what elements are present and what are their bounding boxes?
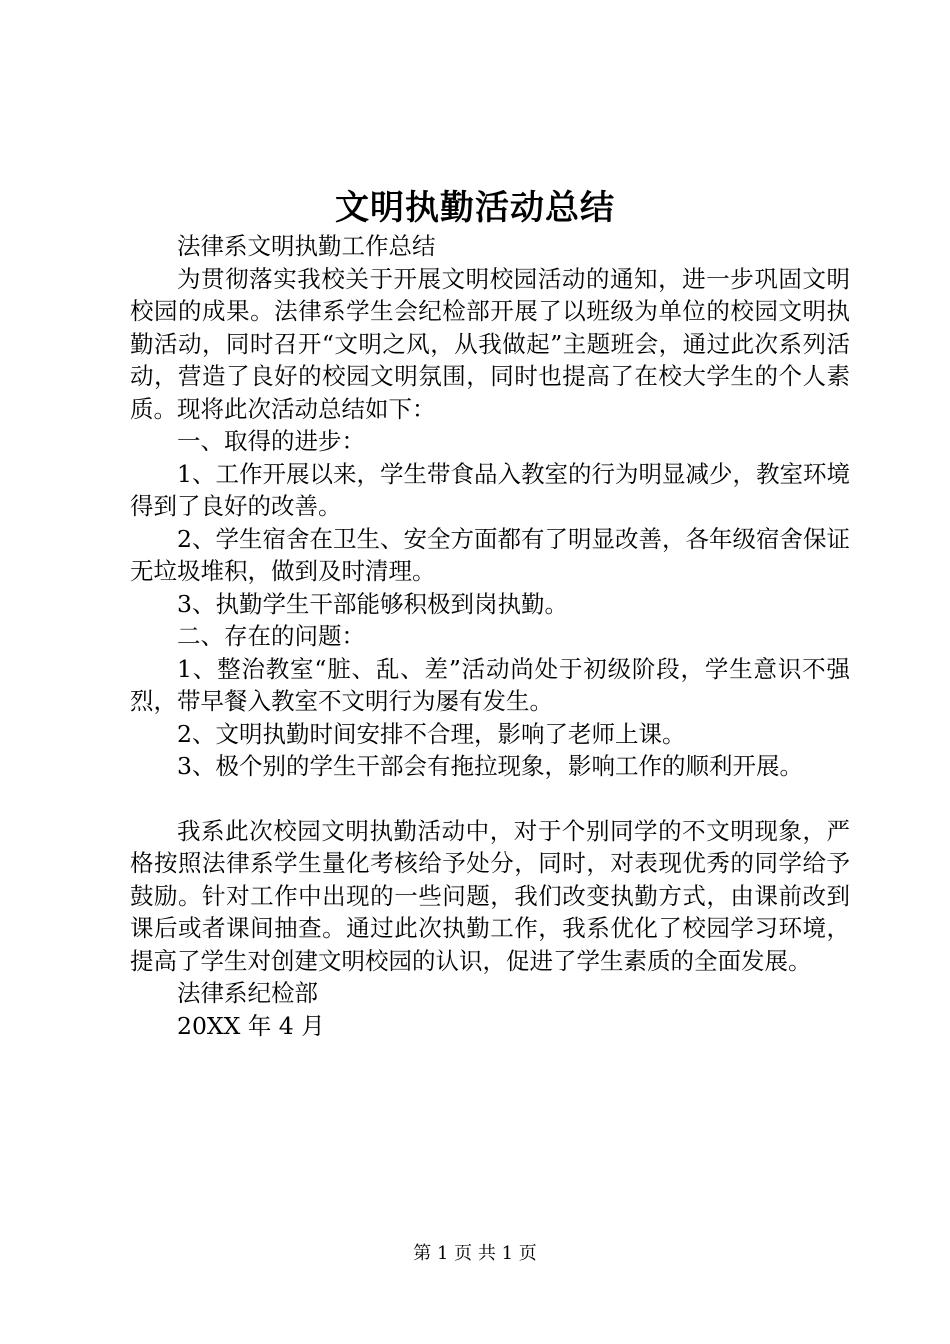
document-title: 文明执勤活动总结 (335, 188, 615, 228)
paragraph-problem-1: 1、整治教室“脏、乱、差”活动尚处于初级阶段，学生意识不强烈，带早餐入教室不文明行为屡有发生。 (130, 654, 850, 715)
blank-line (130, 783, 850, 815)
paragraph-problem-3: 3、极个别的学生干部会有拖拉现象，影响工作的顺利开展。 (177, 752, 803, 780)
paragraph-progress-2: 2、学生宿舍在卫生、安全方面都有了明显改善，各年级宿舍保证无垃圾堆积，做到及时清理。 (130, 524, 850, 585)
paragraph-problem-2: 2、文明执勤时间安排不合理，影响了老师上课。 (177, 719, 686, 748)
paragraph-conclusion: 我系此次校园文明执勤活动中，对于个别同学的不文明现象，严格按照法律系学生量化考核给予处分，同时，对表现优秀的同学给予鼓励。针对工作中出现的一些问题，我们改变执勤方式，由课前改到课后或者课间抽查。通过此次执勤工作，我系优化了校园学习环境，提高了学生对创建文明校园的认识，促进了学生素质的全面发展。 (130, 816, 850, 975)
paragraph-subtitle: 法律系文明执勤工作总结 (177, 232, 436, 260)
paragraph-progress-1: 1、工作开展以来，学生带食品入教室的行为明显减少，教室环境得到了良好的改善。 (130, 459, 850, 520)
section-heading-problems: 二、存在的问题： (177, 622, 365, 650)
signature-date: 20XX 年 4 月 (177, 1011, 325, 1040)
signature-department: 法律系纪检部 (177, 979, 318, 1007)
document-body (130, 230, 850, 1042)
paragraph-progress-3: 3、执勤学生干部能够积极到岗执勤。 (177, 589, 568, 618)
page-number-footer: 第 1 页 共 1 页 (413, 1243, 537, 1264)
section-heading-progress: 一、取得的进步： (177, 427, 365, 455)
paragraph-intro: 为贯彻落实我校关于开展文明校园活动的通知，进一步巩固文明校园的成果。法律系学生会纪检部开展了以班级为单位的校园文明执勤活动，同时召开“文明之风，从我做起”主题班会，通过此次系列活动，营造了良好的校园文明氛围，同时也提高了在校大学生的个人素质。现将此次活动总结如下： (130, 264, 850, 423)
